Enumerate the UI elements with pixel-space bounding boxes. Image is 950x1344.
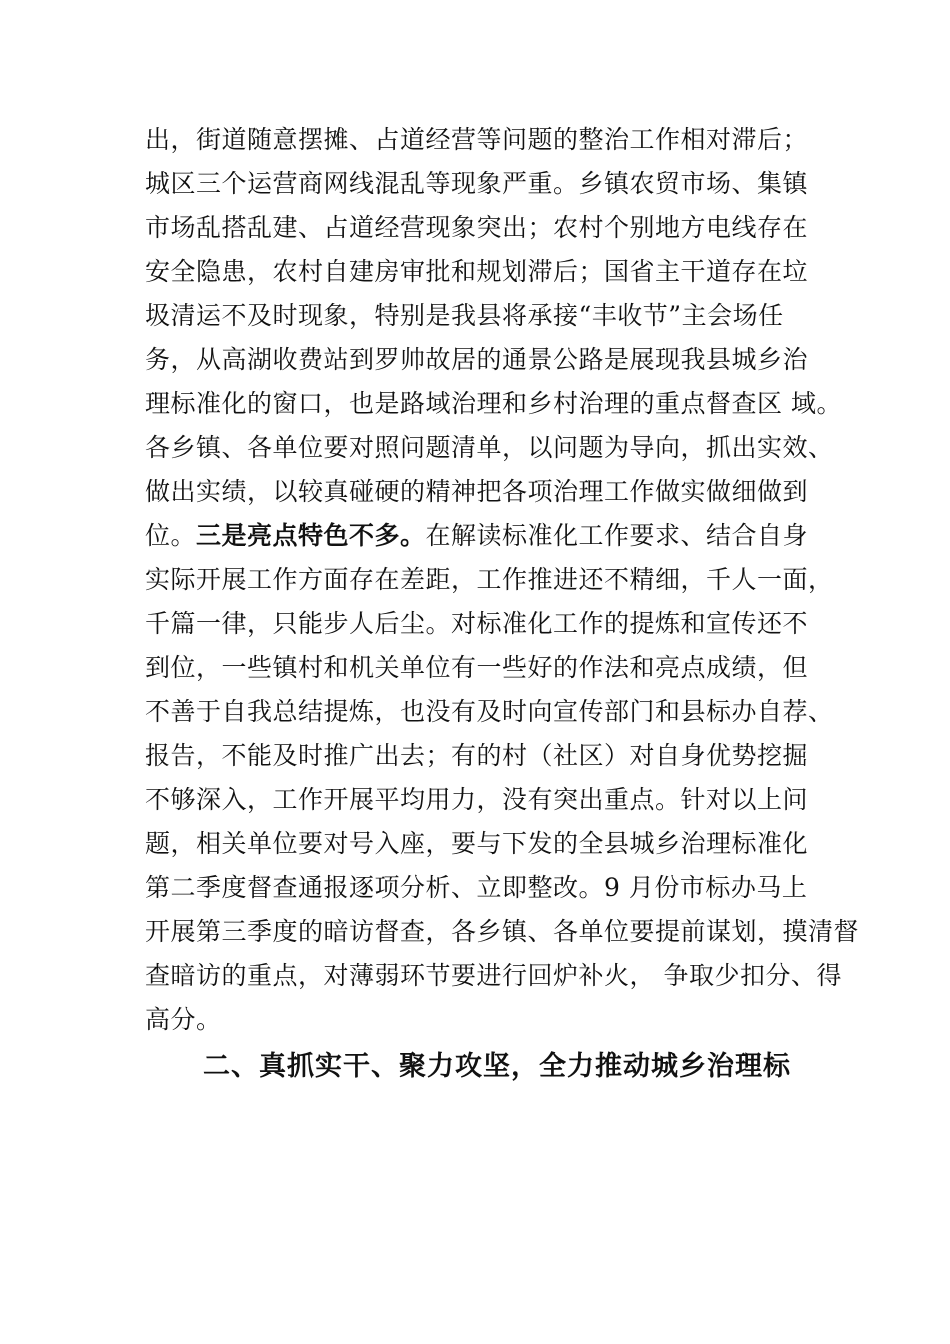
text-line-10-end: 在解读标准化工作要求、结合自身 (425, 521, 809, 550)
text-line-1: 出，街道随意摆摊、占道经营等问题的整治工作相对滞后； (145, 125, 809, 154)
text-line-3: 市场乱搭乱建、占道经营现象突出；农村个别地方电线存在 (145, 213, 809, 242)
text-line-8: 各乡镇、各单位要对照问题清单，以问题为导向，抓出实效、 (145, 433, 834, 462)
text-line-10-start: 位。 (145, 521, 197, 550)
text-line-16: 不够深入，工作开展平均用力，没有突出重点。针对以上问 (145, 785, 809, 814)
text-line-12: 千篇一律，只能步人后尘。对标准化工作的提炼和宣传还不 (145, 609, 809, 638)
text-line-17: 题，相关单位要对号入座，要与下发的全县城乡治理标准化 (145, 829, 809, 858)
text-line-19: 开展第三季度的暗访督查，各乡镇、各单位要提前谋划，摸清督 (145, 917, 860, 946)
body-paragraph (145, 118, 860, 1042)
text-line-7: 理标准化的窗口，也是路域治理和乡村治理的重点督查区 域。 (145, 389, 842, 418)
text-line-10 (145, 514, 835, 558)
text-line-6: 务，从高湖收费站到罗帅故居的通景公路是展现我县城乡治 (145, 345, 809, 374)
text-line-14: 不善于自我总结提炼，也没有及时向宣传部门和县标办自荐、 (145, 697, 834, 726)
emphasis-point-three: 三是亮点特色不多。 (196, 521, 426, 550)
text-line-2: 城区三个运营商网线混乱等现象严重。乡镇农贸市场、集镇 (145, 169, 809, 198)
text-line-15: 报告，不能及时推广出去；有的村（社区）对自身优势挖掘 (145, 741, 809, 770)
text-line-5: 圾清运不及时现象，特别是我县将承接“丰收节”主会场任 (145, 301, 784, 330)
text-line-20: 查暗访的重点，对薄弱环节要进行回炉补火， 争取少扣分、得 (145, 961, 842, 990)
text-line-4: 安全隐患，农村自建房审批和规划滞后；国省主干道存在垃 (145, 257, 809, 286)
text-line-11: 实际开展工作方面存在差距，工作推进还不精细，千人一面， (145, 565, 834, 594)
text-line-18: 第二季度督查通报逐项分析、立即整改。9 月份市标办马上 (145, 873, 808, 902)
text-line-13: 到位，一些镇村和机关单位有一些好的作法和亮点成绩，但 (145, 653, 809, 682)
text-line-21: 高分。 (145, 1005, 222, 1034)
text-line-9: 做出实绩，以较真碰硬的精神把各项治理工作做实做细做到 (145, 477, 809, 506)
section-heading: 二、真抓实干、聚力攻坚，全力推动城乡治理标 (203, 1051, 791, 1082)
